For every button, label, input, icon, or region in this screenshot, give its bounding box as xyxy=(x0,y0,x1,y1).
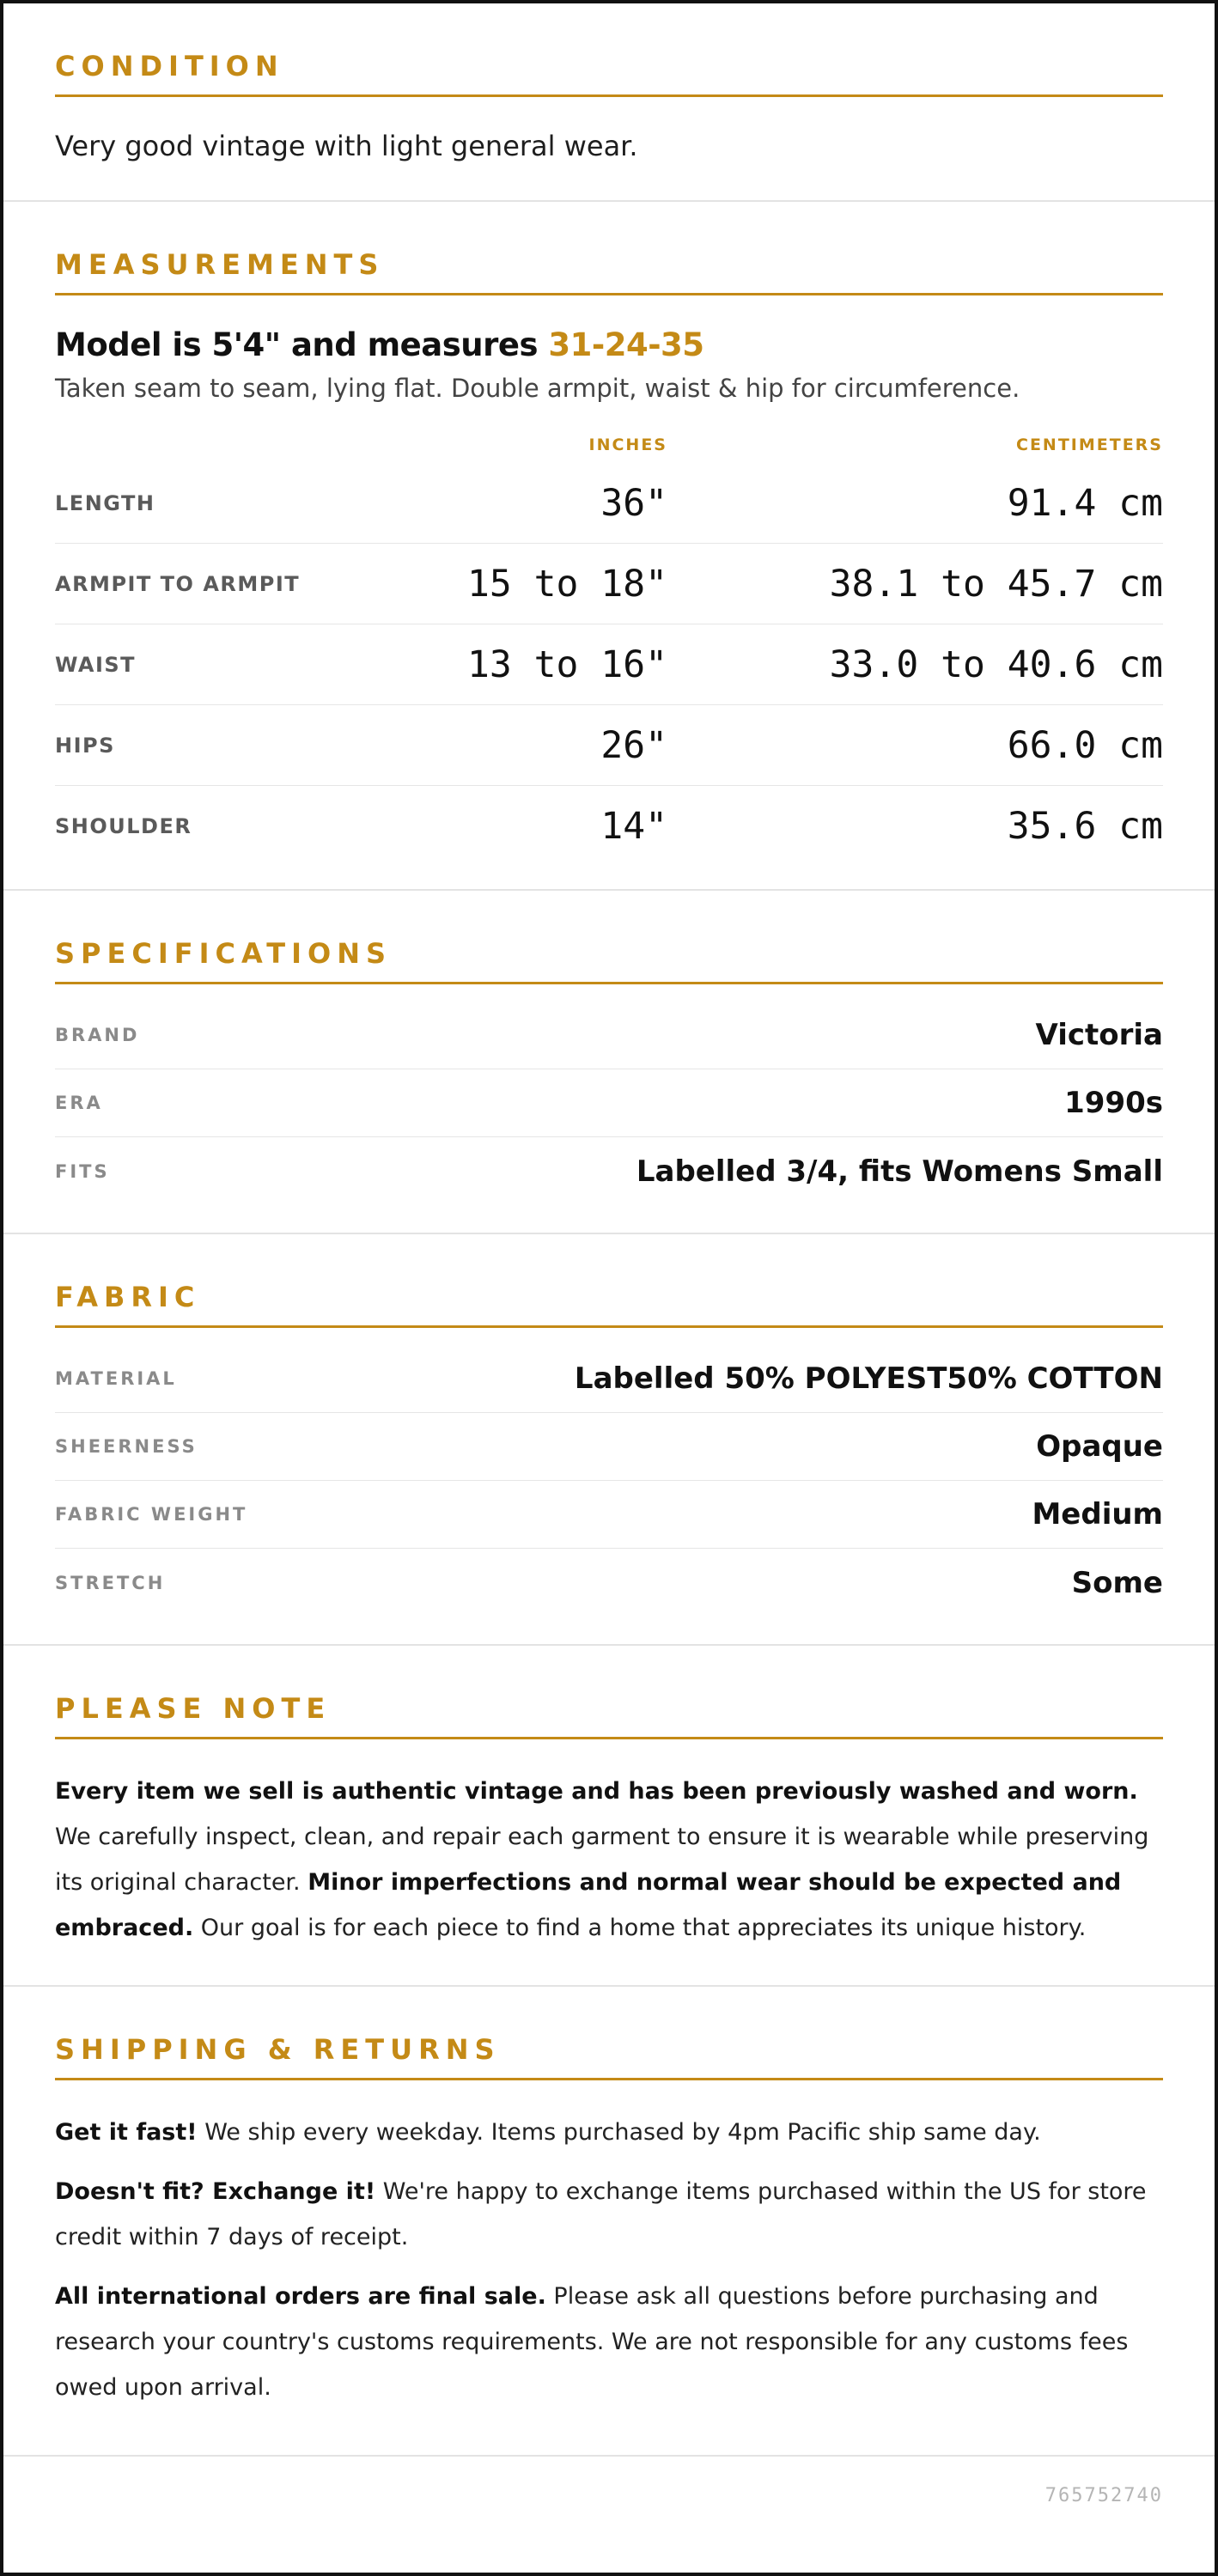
model-measures-value: 31-24-35 xyxy=(548,326,704,363)
shipping-bold-3: All international orders are final sale. xyxy=(55,2283,546,2310)
measurement-label: HIPS xyxy=(55,733,115,758)
fabric-value: Opaque xyxy=(1036,1429,1163,1464)
fabric-value: Medium xyxy=(1032,1497,1163,1532)
fabric-label: STRETCH xyxy=(55,1572,166,1593)
condition-heading: CONDITION xyxy=(55,3,1163,97)
please-note-section xyxy=(3,1646,1215,1987)
condition-text: Very good vintage with light general wear. xyxy=(55,130,638,162)
shipping-text-2: We're happy to exchange items purchased within the US for store credit within 7 days of receipt. xyxy=(55,2178,1147,2250)
fabric-row-material xyxy=(55,1345,1163,1413)
measurement-label: WAIST xyxy=(55,652,137,677)
specifications-section xyxy=(3,891,1215,1234)
shipping-text-1: We ship every weekday. Items purchased by 4pm Pacific ship same day. xyxy=(197,2119,1041,2146)
measurement-label: ARMPIT TO ARMPIT xyxy=(55,571,301,596)
specifications-heading: SPECIFICATIONS xyxy=(55,891,1163,984)
shipping-bold-2: Doesn't fit? Exchange it! xyxy=(55,2178,376,2205)
specifications-list xyxy=(55,984,1163,1233)
measurements-header-row xyxy=(55,403,1163,463)
footer xyxy=(3,2457,1215,2534)
shipping-section xyxy=(3,1987,1215,2457)
sku-number: 765752740 xyxy=(1044,2484,1163,2506)
measurement-row-shoulder xyxy=(55,786,1163,867)
spec-value: Victoria xyxy=(1035,1018,1163,1052)
inches-column-header: INCHES xyxy=(588,435,667,454)
measurement-inches: 36" xyxy=(600,481,667,525)
measurement-label: LENGTH xyxy=(55,490,155,515)
measurement-cm: 66.0 cm xyxy=(1007,723,1163,767)
spec-value: Labelled 3/4, fits Womens Small xyxy=(636,1154,1163,1189)
measurements-note: Taken seam to seam, lying flat. Double armpit, waist & hip for circumference. xyxy=(55,374,1020,403)
measurement-label: SHOULDER xyxy=(55,814,192,838)
please-note-paragraph xyxy=(55,1769,1163,1951)
spec-row-brand xyxy=(55,1002,1163,1069)
measurement-cm: 33.0 to 40.6 cm xyxy=(829,642,1163,686)
spec-row-era xyxy=(55,1069,1163,1137)
measurements-table xyxy=(55,463,1163,889)
note-bold-1: Every item we sell is authentic vintage and has been previously washed and worn. xyxy=(55,1778,1138,1805)
measurement-row-length xyxy=(55,463,1163,544)
fabric-value: Some xyxy=(1071,1565,1163,1600)
shipping-heading: SHIPPING & RETURNS xyxy=(55,1987,1163,2080)
shipping-paragraph-2 xyxy=(55,2169,1163,2260)
model-measures-prefix: Model is 5'4" and measures xyxy=(55,326,549,363)
shipping-paragraph-1 xyxy=(55,2110,1163,2155)
note-bold-2: Minor imperfections and normal wear should be expected and embraced. xyxy=(55,1869,1122,1941)
measurement-row-waist xyxy=(55,624,1163,705)
spec-row-fits xyxy=(55,1137,1163,1205)
measurement-row-armpit xyxy=(55,544,1163,624)
model-measures-line xyxy=(55,295,1163,363)
fabric-label: FABRIC WEIGHT xyxy=(55,1504,248,1525)
shipping-paragraph-3 xyxy=(55,2274,1163,2410)
shipping-text-3: Please ask all questions before purchasing and research your country's customs requirements. We are not responsible for any customs fees owed upon arrival. xyxy=(55,2283,1129,2401)
please-note-heading: PLEASE NOTE xyxy=(55,1646,1163,1739)
spec-label: ERA xyxy=(55,1093,103,1113)
measurement-cm: 38.1 to 45.7 cm xyxy=(829,562,1163,606)
measurement-inches: 13 to 16" xyxy=(467,642,667,686)
centimeters-column-header: CENTIMETERS xyxy=(1016,435,1163,454)
fabric-row-stretch xyxy=(55,1549,1163,1617)
measurement-inches: 15 to 18" xyxy=(467,562,667,606)
fabric-label: MATERIAL xyxy=(55,1368,177,1389)
measurement-cm: 91.4 cm xyxy=(1007,481,1163,525)
fabric-label: SHEERNESS xyxy=(55,1436,198,1457)
condition-section xyxy=(3,3,1215,202)
fabric-row-weight xyxy=(55,1481,1163,1549)
note-text-2: Our goal is for each piece to find a home that appreciates its unique history. xyxy=(193,1915,1087,1941)
fabric-value: Labelled 50% POLYEST50% COTTON xyxy=(574,1361,1163,1396)
spec-label: BRAND xyxy=(55,1025,140,1045)
shipping-bold-1: Get it fast! xyxy=(55,2119,198,2146)
measurement-cm: 35.6 cm xyxy=(1007,805,1163,848)
fabric-heading: FABRIC xyxy=(55,1234,1163,1328)
fabric-list xyxy=(55,1328,1163,1644)
note-text-1: We carefully inspect, clean, and repair each garment to ensure it is wearable while preserving its original character. xyxy=(55,1824,1149,1896)
measurement-inches: 26" xyxy=(600,723,667,767)
measurements-heading: MEASUREMENTS xyxy=(55,202,1163,295)
fabric-section xyxy=(3,1234,1215,1646)
spec-label: FITS xyxy=(55,1160,110,1182)
measurement-row-hips xyxy=(55,705,1163,786)
measurement-inches: 14" xyxy=(600,805,667,848)
measurements-section xyxy=(3,202,1215,891)
fabric-row-sheerness xyxy=(55,1413,1163,1481)
spec-value: 1990s xyxy=(1064,1086,1163,1120)
